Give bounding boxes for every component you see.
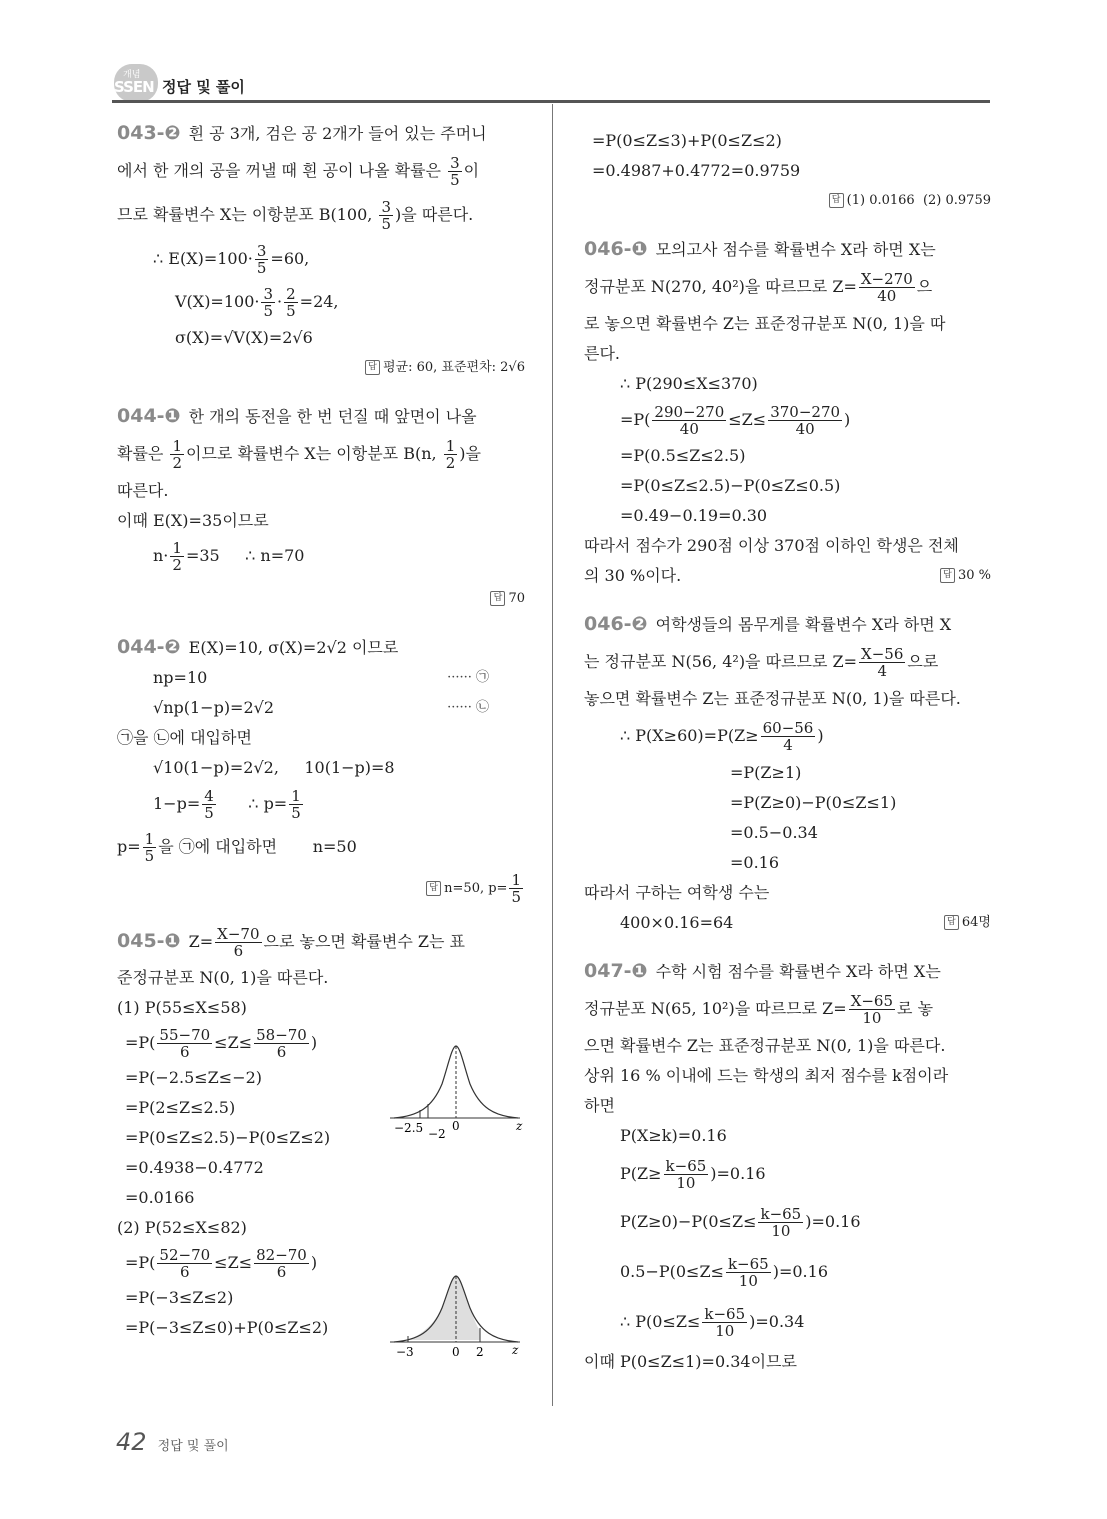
fraction: $\frac{290-270}{40}$ [654, 403, 725, 438]
fraction-1-2: $\frac{1}{2}$ [172, 437, 183, 472]
q043-2-text3: 이 [463, 161, 480, 180]
left-column [117, 118, 525, 1343]
fraction-k: $\frac{k-65}{10}$ [760, 1205, 802, 1240]
q043-2-line2 [117, 149, 525, 193]
label-neg-2: −2 [428, 1127, 446, 1140]
q046-1-answer: 답 30 % [940, 561, 991, 591]
q045-1-p1d: =P(0≤Z≤2.5)−P(0≤Z≤2) [125, 1128, 331, 1147]
q043-2-answer: 답 평균: 60, 표준편차: 2√6 [117, 353, 525, 383]
q046-1-line1: 046-❶ 모의고사 점수를 확률변수 X라 하면 X는 [584, 238, 936, 260]
fraction-1-2: $\frac{1}{2}$ [445, 437, 456, 472]
q046-1-id: 046-❶ [584, 238, 648, 260]
q047-1-id: 047-❶ [584, 960, 648, 982]
q047-1-eq2: P(Z≥ $\frac{k-65}{10}$ )=0.16 [620, 1157, 766, 1192]
q047-1-line5: 하면 [584, 1096, 615, 1115]
logo-top-text: 개념 [123, 70, 141, 80]
q044-2-eq4: 1−p= $\frac{4}{5}$ ∴ p= $\frac{1}{5}$ [153, 787, 301, 822]
q045-1-p1: (1) P(55≤X≤58) [117, 998, 247, 1017]
footer-text: 정답 및 풀이 [157, 1439, 229, 1454]
q045-1-p1a: =P( $\frac{55-70}{6}$ ≤Z≤ $\frac{58-70}{6}$ ) [125, 1026, 318, 1061]
answer-icon: 답 [426, 881, 441, 896]
q045-1-p2c: =P(−3≤Z≤0)+P(0≤Z≤2) [125, 1318, 329, 1337]
answer-icon: 답 [944, 915, 959, 930]
right-column [584, 126, 991, 1377]
q046-1-line5: 따라서 점수가 290점 이상 370점 이하인 학생은 전체 [584, 536, 959, 555]
q043-2-id: 043-❷ [117, 122, 181, 144]
q043-2-line3 [117, 193, 525, 237]
q046-1-eq4: =P(0≤Z≤2.5)−P(0≤Z≤0.5) [620, 476, 841, 495]
q046-1-eq3: =P(0.5≤Z≤2.5) [620, 446, 746, 465]
label-0: 0 [452, 1345, 460, 1359]
q045-1-p2a: =P( $\frac{52-70}{6}$ ≤Z≤ $\frac{82-70}{6}$ ) [125, 1246, 318, 1281]
fraction-1-2: $\frac{1}{2}$ [172, 539, 182, 574]
q045-1-p2b: =P(−3≤Z≤2) [125, 1288, 234, 1307]
q046-1-eq1: ∴ P(290≤X≤370) [620, 374, 758, 393]
answer-icon: 답 [829, 193, 844, 208]
q046-2-eq4: =0.5−0.34 [730, 823, 818, 842]
page-number: 42 [116, 1428, 147, 1456]
q046-2-eq5: =0.16 [730, 853, 780, 872]
q044-1-line4: 이때 E(X)=35이므로 [117, 511, 269, 530]
tag-b: ······ ㉡ [447, 700, 489, 715]
fraction-3-5: $\frac{3}{5}$ [263, 285, 274, 320]
label-neg-2-5: −2.5 [394, 1121, 424, 1135]
q045-cont-line2: =0.4987+0.4772=0.9759 [592, 161, 801, 180]
q043-2-eq2: V(X)=100· $\frac{3}{5}$ · $\frac{2}{5}$ =24, [175, 285, 339, 320]
fraction-z: $\frac{X-70}{6}$ [217, 925, 260, 960]
fraction: $\frac{370-270}{40}$ [770, 403, 841, 438]
page-footer [116, 1428, 229, 1456]
q045-1-p1c: =P(2≤Z≤2.5) [125, 1098, 236, 1117]
q045-1-line2: 준정규분포 N(0, 1)을 따른다. [117, 968, 329, 987]
q046-1-line4: 른다. [584, 344, 620, 363]
fraction-4-5: $\frac{4}{5}$ [204, 787, 214, 822]
q045-1-p2: (2) P(52≤X≤82) [117, 1218, 247, 1237]
label-z: z [512, 1343, 519, 1357]
q046-2-answer: 답 64명 [944, 908, 991, 938]
q045-1-id: 045-❶ [117, 930, 181, 952]
fraction-z: $\frac{X-65}{10}$ [850, 992, 894, 1027]
q046-2-eq2: =P(Z≥1) [730, 763, 802, 782]
q044-2-answer: 답 n=50, p= $\frac{1}{5}$ [117, 869, 525, 909]
fraction-3-5: $\frac{3}{5}$ [381, 198, 392, 233]
q045-answer: 답 (1) 0.0166 (2) 0.9759 [584, 186, 991, 216]
label-z: z [516, 1119, 523, 1133]
q045-1-line1: 045-❶ Z= $\frac{X-70}{6}$ 으로 놓으면 확률변수 Z는 표 [117, 925, 465, 960]
q043-2-line1 [117, 118, 525, 149]
q043-2-eq3: σ(X)=√V(X)=2√6 [175, 328, 313, 347]
column-divider [552, 104, 553, 1406]
q045-1-p1f: =0.0166 [125, 1188, 195, 1207]
q047-1-eq1: P(X≥k)=0.16 [620, 1126, 727, 1145]
fraction: $\frac{52-70}{6}$ [159, 1246, 211, 1281]
fraction: $\frac{55-70}{6}$ [159, 1026, 211, 1061]
q045-1-p1e: =0.4938−0.4772 [125, 1158, 264, 1177]
q046-1-eq5: =0.49−0.19=0.30 [620, 506, 768, 525]
q047-1-line6: 이때 P(0≤Z≤1)=0.34이므로 [584, 1352, 797, 1371]
q046-2-line5: 400×0.16=64 답 64명 [584, 908, 991, 938]
q044-2-line1: 044-❷ E(X)=10, σ(X)=2√2 이므로 [117, 636, 399, 658]
q044-2-eq2: √np(1−p)=2√2 ······ ㉡ [117, 693, 525, 723]
q046-1-line2: 정규분포 N(270, 40²)을 따르므로 Z= $\frac{X-270}{40}$ 으 [584, 270, 933, 305]
label-2: 2 [476, 1345, 484, 1359]
q047-1-eq5: ∴ P(0≤Z≤ $\frac{k-65}{10}$ )=0.34 [620, 1305, 805, 1340]
q044-1-line3: 따른다. [117, 481, 169, 500]
fraction: $\frac{82-70}{6}$ [256, 1246, 307, 1281]
q046-2-line3: 놓으면 확률변수 Z는 표준정규분포 N(0, 1)을 따른다. [584, 689, 961, 708]
q044-1-line1: 044-❶ 한 개의 동전을 한 번 던질 때 앞면이 나올 [117, 405, 477, 427]
q044-2-line3: p= $\frac{1}{5}$ 을 ㉠에 대입하면 n=50 [117, 830, 357, 865]
normal-curve-graph-1 [388, 1040, 528, 1140]
q047-1-eq3: P(Z≥0)−P(0≤Z≤ $\frac{k-65}{10}$ )=0.16 [620, 1205, 861, 1240]
answer-icon: 답 [490, 591, 505, 606]
answer-icon: 답 [365, 360, 380, 375]
brand-logo [114, 64, 158, 102]
q046-1-line6: 의 30 %이다. 답 30 % [584, 561, 991, 591]
fraction-3-5: $\frac{3}{5}$ [256, 242, 267, 277]
q047-1-line1: 047-❶ 수학 시험 점수를 확률변수 X라 하면 X는 [584, 960, 941, 982]
q043-2-text5: )을 따른다. [395, 205, 474, 224]
q046-2-eq3: =P(Z≥0)−P(0≤Z≤1) [730, 793, 897, 812]
fraction-z: $\frac{X-56}{4}$ [861, 645, 904, 680]
fraction-k: $\frac{k-65}{10}$ [665, 1157, 707, 1192]
q043-2-text4: 므로 확률변수 X는 이항분포 B(100, [117, 205, 373, 224]
fraction-1-5: $\frac{1}{5}$ [511, 871, 521, 906]
fraction-2-5: $\frac{2}{5}$ [286, 285, 296, 320]
q046-2-eq1: ∴ P(X≥60)=P(Z≥ $\frac{60-56}{4}$ ) [620, 719, 824, 754]
logo-bottom-text: SSEN [114, 78, 154, 96]
q046-2-id: 046-❷ [584, 613, 648, 635]
fraction-1-5: $\frac{1}{5}$ [144, 830, 155, 865]
q047-1-line4: 상위 16 % 이내에 드는 학생의 최저 점수를 k점이라 [584, 1066, 949, 1085]
q045-1-p1b: =P(−2.5≤Z≤−2) [125, 1068, 263, 1087]
fraction-z: $\frac{X-270}{40}$ [860, 270, 913, 305]
q044-2-eq3: √10(1−p)=2√2, 10(1−p)=8 [153, 758, 395, 777]
q044-2-eq1: np=10 ······ ㉠ [117, 663, 525, 693]
fraction-1-5: $\frac{1}{5}$ [291, 787, 301, 822]
q044-1-id: 044-❶ [117, 405, 181, 427]
tag-a: ······ ㉠ [447, 670, 489, 685]
label-0: 0 [452, 1119, 460, 1133]
q047-1-line3: 으면 확률변수 Z는 표준정규분포 N(0, 1)을 따른다. [584, 1036, 946, 1055]
q043-2-text2: 에서 한 개의 공을 꺼낼 때 흰 공이 나올 확률은 [117, 161, 441, 180]
q046-2-line1: 046-❷ 여학생들의 몸무게를 확률변수 X라 하면 X [584, 613, 952, 635]
fraction: $\frac{60-56}{4}$ [762, 719, 814, 754]
page-header [112, 62, 992, 106]
fraction-k: $\frac{k-65}{10}$ [704, 1305, 746, 1340]
q046-1-eq2: =P( $\frac{290-270}{40}$ ≤Z≤ $\frac{370-270}{40}$ ) [620, 403, 851, 438]
q046-1-line3: 로 놓으면 확률변수 Z는 표준정규분포 N(0, 1)을 따 [584, 314, 946, 333]
shaded-area [408, 1276, 480, 1340]
answer-icon: 답 [940, 568, 955, 583]
q044-1-eq1: n· $\frac{1}{2}$ =35 ∴ n=70 [153, 539, 305, 574]
header-rule [112, 100, 990, 103]
fraction-3-5: $\frac{3}{5}$ [450, 154, 460, 189]
label-neg-3: −3 [396, 1345, 414, 1359]
q046-2-line2: 는 정규분포 N(56, 4²)을 따르므로 Z= $\frac{X-56}{4}$ 으로 [584, 645, 939, 680]
fraction-k: $\frac{k-65}{10}$ [727, 1255, 769, 1290]
q044-2-line2: ㉠을 ㉡에 대입하면 [117, 728, 252, 747]
q046-2-line4: 따라서 구하는 여학생 수는 [584, 883, 770, 902]
q047-1-line2: 정규분포 N(65, 10²)을 따르므로 Z= $\frac{X-65}{10}$ 로 놓 [584, 992, 934, 1027]
q045-cont-line1: =P(0≤Z≤3)+P(0≤Z≤2) [592, 131, 782, 150]
normal-curve-graph-2 [388, 1270, 528, 1360]
q044-2-id: 044-❷ [117, 636, 181, 658]
header-title: 정답 및 풀이 [162, 78, 245, 96]
q044-1-line2: 확률은 $\frac{1}{2}$ 이므로 확률변수 X는 이항분포 B(n, $\frac{1}{2}$ )을 [117, 437, 481, 472]
fraction: $\frac{58-70}{6}$ [256, 1026, 307, 1061]
q043-2-eq1: ∴ E(X)=100· $\frac{3}{5}$ =60, [153, 242, 310, 277]
q047-1-eq4: 0.5−P(0≤Z≤ $\frac{k-65}{10}$ )=0.16 [620, 1255, 828, 1290]
q043-2-text: 흰 공 3개, 검은 공 2개가 들어 있는 주머니 [188, 124, 487, 143]
q044-1-answer: 답 70 [117, 584, 525, 614]
